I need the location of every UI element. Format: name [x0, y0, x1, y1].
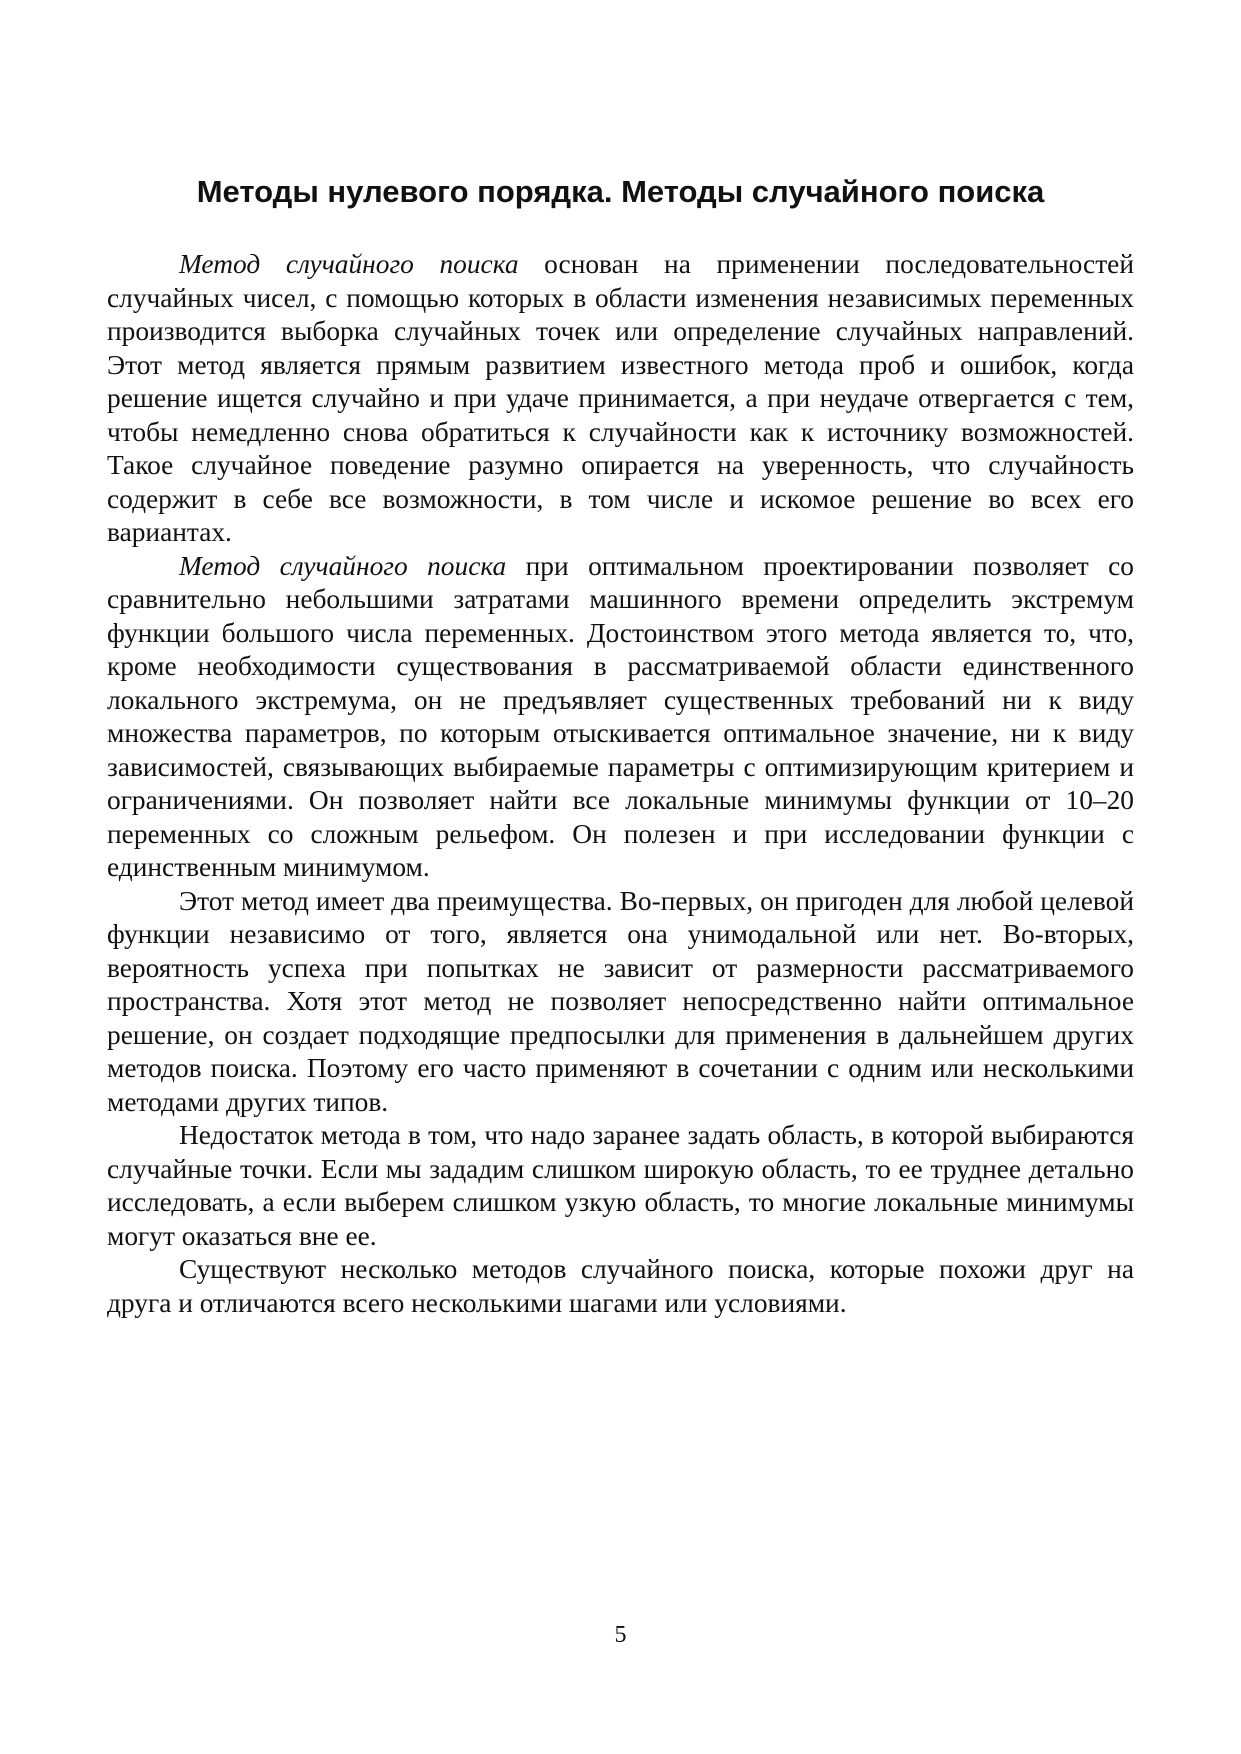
paragraph-5: [107, 1253, 1134, 1320]
page-number: 5: [614, 1622, 627, 1648]
paragraph-1-italic-lead: Метод случайного поиска: [179, 249, 519, 279]
paragraph-2-italic-lead: Метод случайного поиска: [179, 550, 507, 581]
paragraph-4: [107, 1119, 1134, 1253]
paragraph-4-text: Недостаток метода в том, что надо заранее задать область, в которой выбираются случайные точки. Если мы зададим слишком широкую область, то ее труднее детально исследовать, а если выберем слишком узкую область, то многие локальные минимумы могут оказаться вне ее.: [107, 1120, 1134, 1251]
paragraph-3: [107, 885, 1134, 1120]
paragraph-3-text: Этот метод имеет два преимущества. Во-первых, он пригоден для любой целевой функции независимо от того, является она унимодальной или нет. Во-вторых, вероятность успеха при попытках не зависит от размерности рассматриваемого пространства. Хотя этот метод не позволяет непосредственно найти оптимальное решение, он создает подходящие предпосылки для применения в дальнейшем других методов поиска. Поэтому его часто применяют в сочетании с одним или несколькими методами других типов.: [107, 885, 1134, 1117]
paragraph-1: [107, 248, 1134, 550]
paragraph-2-text: при оптимальном проектировании позволяет со сравнительно небольшими затратами машинного времени определить экстремум функции большого числа переменных. Достоинством этого метода является то, что, кроме необходимости существования в рассматриваемой области единственного локального экстремума, он не предъявляет существенных требований ни к виду множества параметров, по которым отыскивается оптимальное значение, ни к виду зависимостей, связывающих выбираемые параметры с оптимизирующим критерием и ограничениями. Он позволяет найти все локальные минимумы функции от 10–20 переменных со сложным рельефом. Он полезен и при исследовании функции с единственным минимумом.: [107, 550, 1135, 882]
body-text: [107, 248, 1134, 1320]
paragraph-1-text: основан на применении последовательностей случайных чисел, с помощью которых в области изменения независимых переменных производится выборка случайных точек или определение случайных направлений. Этот метод является прямым развитием известного метода проб и ошибок, когда решение ищется случайно и при удаче принимается, а при неудаче отвергается с тем, чтобы немедленно снова обратиться к случайности как к источнику возможностей. Такое случайное поведение разумно опирается на уверенность, что случайность содержит в себе все возможности, в том числе и искомое решение во всех его вариантах.: [107, 249, 1134, 547]
paragraph-2: [107, 550, 1134, 885]
paragraph-5-text: Существуют несколько методов случайного поиска, которые похожи друг на друга и отличаются всего несколькими шагами или условиями.: [107, 1254, 1134, 1318]
page-title: Методы нулевого порядка. Методы случайного поиска: [196, 174, 1045, 209]
